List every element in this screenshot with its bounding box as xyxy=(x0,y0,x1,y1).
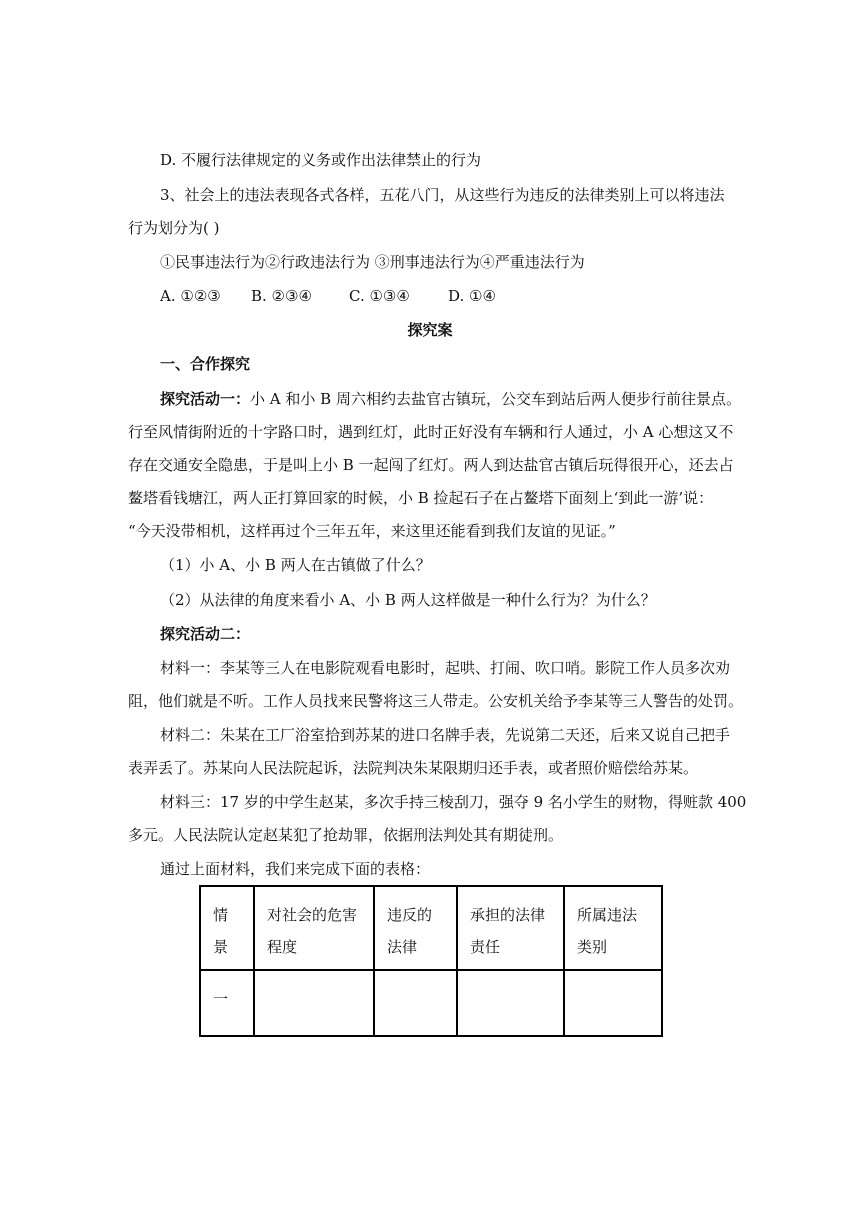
header-violation-category: 所属违法 类别 xyxy=(564,886,662,970)
header-harm-degree: 对社会的危害 程度 xyxy=(254,886,374,970)
subsection-heading: 一、合作探究 xyxy=(160,355,251,373)
activity-1-line-2: 行至风情街附近的十字路口时，遇到红灯，此时正好没有车辆和行人通过，小 A 心想这又不 xyxy=(128,423,734,441)
activity-1-line-3: 存在交通安全隐患，于是叫上小 B 一起闯了红灯。两人到达盐官古镇后玩得很开心，还去占 xyxy=(128,456,734,474)
activity-1-label: 探究活动一： xyxy=(160,390,251,408)
cell-violation-category[interactable] xyxy=(564,970,662,1036)
question-3-line-2: 行为划分为( ) xyxy=(128,219,220,237)
cell-harm-degree[interactable] xyxy=(254,970,374,1036)
table-header-row xyxy=(200,886,662,970)
option-d: D. ①④ xyxy=(448,287,496,305)
activity-1-line-5: “今天没带相机，这样再过个三年五年，来这里还能看到我们友谊的见证。” xyxy=(128,522,616,540)
activity-1-line-1 xyxy=(160,389,741,409)
header-law-violated: 违反的 法律 xyxy=(374,886,457,970)
analysis-table xyxy=(199,885,663,1037)
header-legal-liability: 承担的法律 责任 xyxy=(457,886,564,970)
cell-law-violated[interactable] xyxy=(374,970,457,1036)
material-3-line-2: 多元。人民法院认定赵某犯了抢劫罪，依据刑法判处其有期徒刑。 xyxy=(128,826,564,844)
material-1-line-2: 阻，他们就是不听。工作人员找来民警将这三人带走。公安机关给予李某等三人警告的处罚。 xyxy=(128,692,744,710)
header-scenario: 情 景 xyxy=(200,886,254,970)
material-1-line-1: 材料一：李某等三人在电影院观看电影时，起哄、打闹、吹口哨。影院工作人员多次劝 xyxy=(160,659,731,677)
question-3-line-1: 3、社会上的违法表现各式各样，五花八门，从这些行为违反的法律类别上可以将违法 xyxy=(160,186,725,204)
table-intro: 通过上面材料，我们来完成下面的表格： xyxy=(160,860,431,878)
option-d-text: D. 不履行法律规定的义务或作出法律禁止的行为 xyxy=(160,151,482,169)
activity-1-line-4: 鳌塔看钱塘江，两人正打算回家的时候，小 B 捡起石子在占鳌塔下面刻上‘到此一游’说： xyxy=(128,489,714,507)
activity-1-question-1: （1）小 A、小 B 两人在古镇做了什么？ xyxy=(160,556,431,574)
activity-1-question-2: （2）从法律的角度来看小 A、小 B 两人这样做是一种什么行为？为什么？ xyxy=(160,591,656,609)
activity-2-label: 探究活动二： xyxy=(160,625,251,643)
option-b: B. ②③④ xyxy=(251,287,312,305)
option-c: C. ①③④ xyxy=(349,287,410,305)
option-a: A. ①②③ xyxy=(160,287,221,305)
section-title: 探究案 xyxy=(407,321,453,339)
question-3-statements: ①民事违法行为②行政违法行为 ③刑事违法行为④严重违法行为 xyxy=(160,253,585,271)
cell-legal-liability[interactable] xyxy=(457,970,564,1036)
activity-1-text: 小 A 和小 B 周六相约去盐官古镇玩，公交车到站后两人便步行前往景点。 xyxy=(250,390,741,408)
table-row xyxy=(200,970,662,1036)
material-2-line-2: 表弄丢了。苏某向人民法院起诉，法院判决朱某限期归还手表，或者照价赔偿给苏某。 xyxy=(128,759,699,777)
material-2-line-1: 材料二：朱某在工厂浴室拾到苏某的进口名牌手表，先说第二天还，后来又说自己把手 xyxy=(160,726,731,744)
material-3-line-1: 材料三：17 岁的中学生赵某，多次手持三棱刮刀，强夺 9 名小学生的财物，得赃款 400 xyxy=(160,793,747,811)
cell-scenario: 一 xyxy=(200,970,254,1036)
